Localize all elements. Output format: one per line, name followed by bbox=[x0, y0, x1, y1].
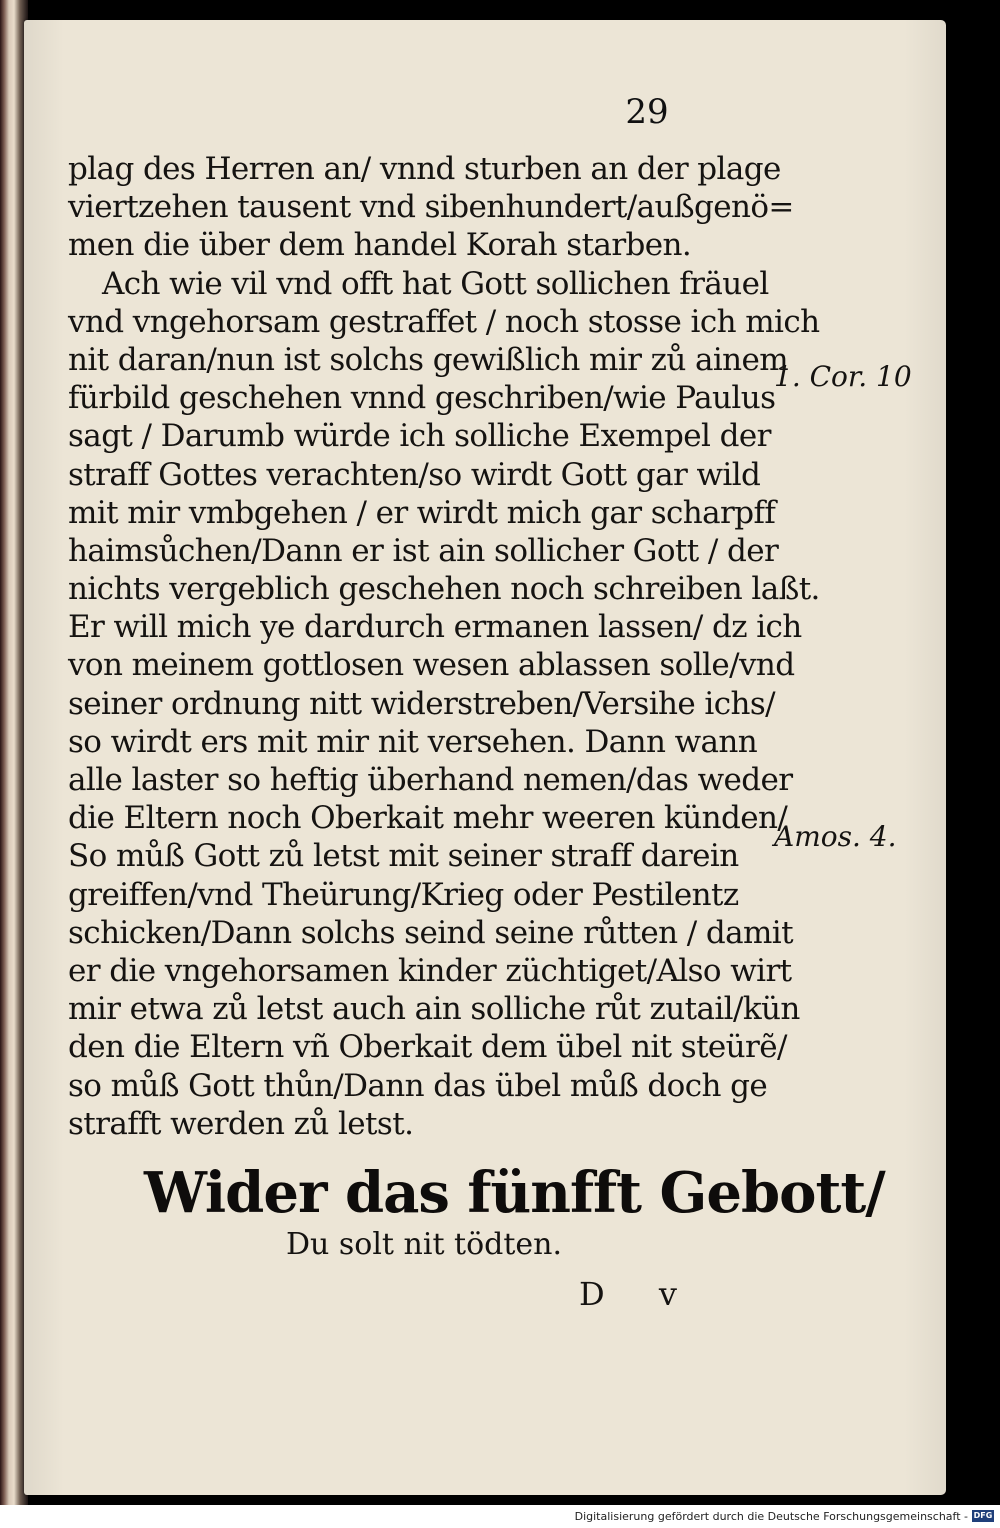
text-line: So můß Gott zů letst mit seiner straff darein bbox=[68, 838, 739, 875]
text-line: die Eltern noch Oberkait mehr weeren künden/ bbox=[68, 800, 788, 837]
text-line: vnd vngehorsam gestraffet / noch stosse ich mich bbox=[68, 303, 820, 340]
text-line: Ach wie vil vnd offt hat Gott sollichen fräuel bbox=[102, 265, 769, 302]
section-heading: Wider das fünfft Gebott/ bbox=[144, 1160, 885, 1226]
text-line: nichts vergeblich geschehen noch schreiben laßt. bbox=[68, 571, 820, 608]
text-line: greiffen/vnd Theürung/Krieg oder Pestilentz bbox=[68, 876, 739, 913]
text-line: nit daran/nun ist solchs gewißlich mir zů ainem bbox=[68, 341, 789, 378]
page-number: 29 bbox=[625, 92, 669, 132]
text-line: seiner ordnung nitt widerstreben/Versihe ichs/ bbox=[68, 685, 776, 722]
text-line: alle laster so heftig überhand nemen/das weder bbox=[68, 762, 793, 798]
margin-note-amos: Amos. 4. bbox=[774, 820, 897, 853]
section-subheading: Du solt nit tödten. bbox=[285, 1227, 563, 1262]
margin-note-corinthians: 1. Cor. 10 bbox=[774, 360, 912, 393]
text-line: mir etwa zů letst auch ain solliche růt zutail/kün bbox=[68, 991, 800, 1028]
text-line: Er will mich ye dardurch ermanen lassen/ dz ich bbox=[68, 609, 802, 646]
text-line: so můß Gott thůn/Dann das übel můß doch ge bbox=[68, 1067, 768, 1104]
body-text bbox=[68, 150, 820, 1143]
footer-bar bbox=[0, 1505, 1000, 1528]
footer-credit: Digitalisierung gefördert durch die Deutsche Forschungsgemeinschaft - bbox=[574, 1510, 968, 1523]
text-line: viertzehen tausent vnd sibenhundert/außgenö= bbox=[68, 189, 794, 226]
text-line: er die vngehorsamen kinder züchtiget/Also wirt bbox=[68, 952, 792, 989]
text-line: straff Gottes verachten/so wirdt Gott gar wild bbox=[68, 456, 761, 493]
text-line: fürbild geschehen vnnd geschriben/wie Paulus bbox=[68, 380, 776, 417]
text-line: mit mir vmbgehen / er wirdt mich gar scharpff bbox=[68, 494, 776, 531]
text-line: plag des Herren an/ vnnd sturben an der plage bbox=[68, 151, 781, 187]
text-line: strafft werden zů letst. bbox=[68, 1105, 414, 1142]
text-line: von meinem gottlosen wesen ablassen solle/vnd bbox=[68, 647, 795, 684]
dfg-logo-icon: DFG bbox=[973, 1511, 993, 1520]
text-line: sagt / Darumb würde ich solliche Exempel der bbox=[68, 418, 771, 455]
catchword: D v bbox=[579, 1275, 699, 1313]
text-line: so wirdt ers mit mir nit versehen. Dann wann bbox=[68, 723, 758, 760]
book-page bbox=[24, 20, 946, 1495]
text-line: haimsůchen/Dann er ist ain sollicher Gott / der bbox=[68, 532, 779, 569]
text-line: schicken/Dann solchs seind seine růtten / damit bbox=[68, 914, 793, 951]
text-line: den die Eltern vñ Oberkait dem übel nit steürẽ/ bbox=[68, 1029, 787, 1066]
text-line: men die über dem handel Korah starben. bbox=[68, 227, 692, 264]
